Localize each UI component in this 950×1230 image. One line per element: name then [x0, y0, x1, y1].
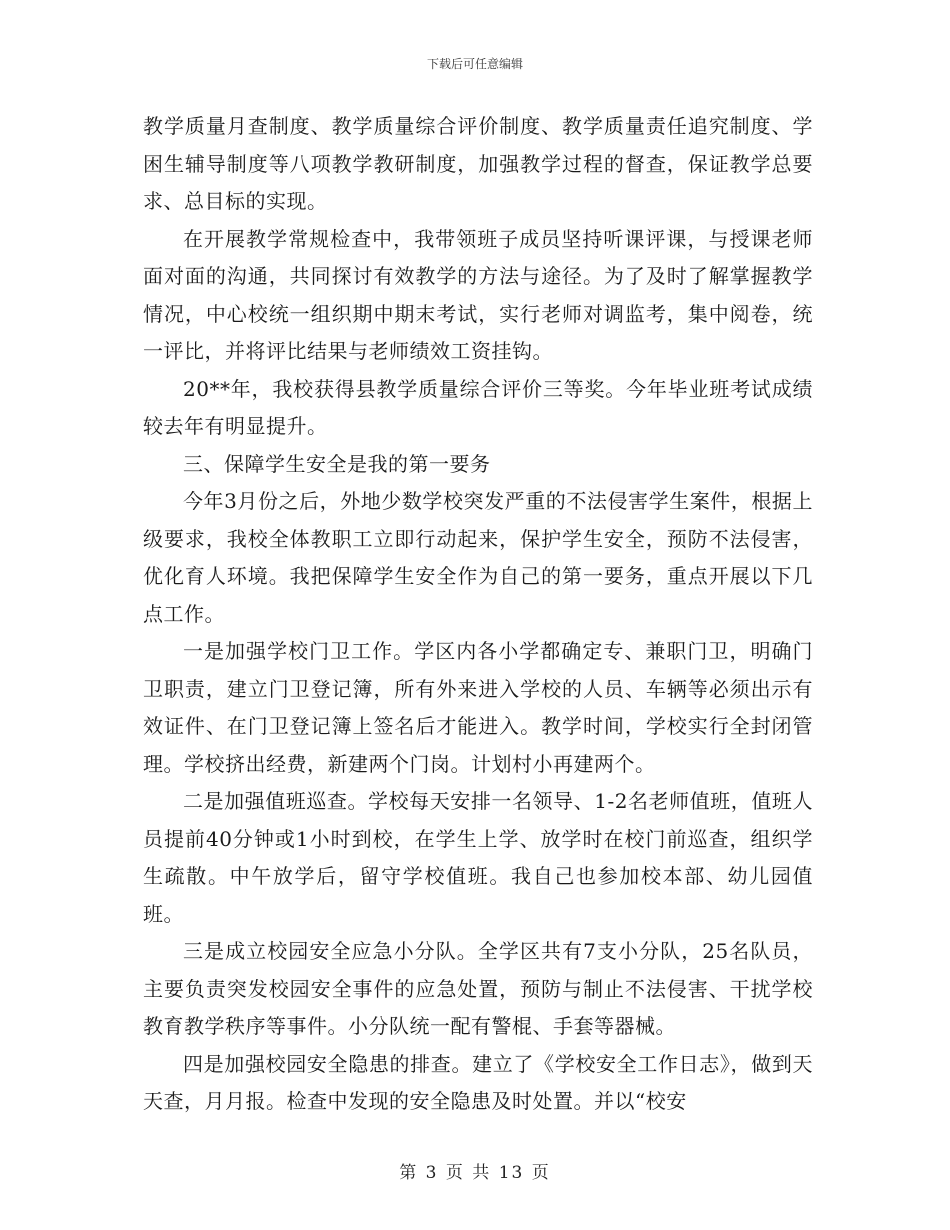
page-number-footer: 第 3 页 共 13 页 — [399, 1163, 551, 1183]
paragraph-7: 二是加强值班巡查。学校每天安排一名领导、1-2名老师值班，值班人员提前40分钟或1小时到校，在学生上学、放学时在校门前巡查，组织学生疏散。中午放学后，留守学校值班。我自己也参加校本部、幼儿园值班。 — [143, 789, 813, 926]
section-heading-3: 三、保障学生安全是我的第一要务 — [183, 451, 491, 476]
paragraph-6: 一是加强学校门卫工作。学区内各小学都确定专、兼职门卫，明确门卫职责，建立门卫登记簿，所有外来进入学校的人员、车辆等必须出示有效证件、在门卫登记簿上签名后才能进入。教学时间，学校实行全封闭管理。学校挤出经费，新建两个门岗。计划村小再建两个。 — [143, 639, 813, 776]
paragraph-9: 四是加强校园安全隐患的排查。建立了《学校安全工作日志》，做到天天查，月月报。检查中发现的安全隐患及时处置。并以“校安 — [143, 1051, 813, 1113]
paragraph-2: 在开展教学常规检查中，我带领班子成员坚持听课评课，与授课老师面对面的沟通，共同探讨有效教学的方法与途径。为了及时了解掌握教学情况，中心校统一组织期中期末考试，实行老师对调监考，集中阅卷，统一评比，并将评比结果与老师绩效工资挂钩。 — [143, 226, 813, 363]
body-text — [143, 108, 813, 1121]
header-note: 下载后可任意编辑 — [426, 57, 523, 71]
paragraph-1: 教学质量月查制度、教学质量综合评价制度、教学质量责任追究制度、学困生辅导制度等八项教学教研制度，加强教学过程的督查，保证教学总要求、总目标的实现。 — [143, 114, 813, 213]
paragraph-3: 20**年，我校获得县教学质量综合评价三等奖。今年毕业班考试成绩较去年有明显提升。 — [143, 376, 813, 438]
paragraph-5: 今年3月份之后，外地少数学校突发严重的不法侵害学生案件，根据上级要求，我校全体教职工立即行动起来，保护学生安全，预防不法侵害，优化育人环境。我把保障学生安全作为自己的第一要务，重点开展以下几点工作。 — [143, 489, 813, 626]
paragraph-8: 三是成立校园安全应急小分队。全学区共有7支小分队，25名队员，主要负责突发校园安全事件的应急处置，预防与制止不法侵害、干扰学校教育教学秩序等事件。小分队统一配有警棍、手套等器械。 — [143, 939, 813, 1038]
